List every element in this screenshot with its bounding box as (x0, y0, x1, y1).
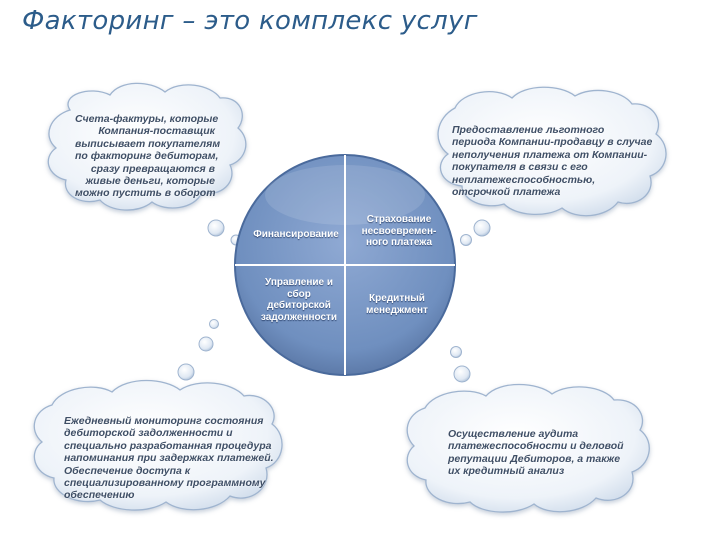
cloud-text-top-left-line: Счета-фактуры, которые (75, 113, 219, 125)
quadrant-receivables-management-line: дебиторской (267, 300, 331, 311)
quadrant-credit-management (352, 293, 442, 316)
cloud-text-top-left-line: по факторинг дебиторам, (75, 150, 219, 163)
cloud-text-bottom-left-line: Обеспечение доступа к (64, 464, 191, 477)
quadrant-insurance-line: ного платежа (365, 237, 433, 248)
cloud-text-bottom-left-line: специализированному программному (64, 477, 266, 490)
cloud-text-top-right-line: неплатежеспособностью, (452, 173, 596, 186)
cloud-text-bottom-right-line: платежеспособности и деловой (448, 440, 624, 453)
cloud-text-top-right-line: периода Компании-продавцу в случае (452, 136, 653, 149)
cloud-bottom-right-bubbles (451, 347, 471, 383)
quadrant-insurance (350, 214, 448, 249)
cloud-text-top-right (452, 124, 652, 198)
cloud-top-right-bubbles (461, 220, 491, 246)
cloud-text-bottom-left-line: дебиторской задолженности и (64, 427, 233, 440)
cloud-text-top-right-line: неполучения платежа от Компании- (452, 148, 648, 161)
cloud-text-bottom-left-line: Ежедневный мониторинг состояния (64, 415, 264, 427)
cloud-bottom-left-bubbles (178, 320, 219, 381)
cloud-text-top-left (75, 113, 221, 200)
cloud-text-bottom-right-line: репутации Дебиторов, а также (448, 452, 621, 465)
cloud-top-left-bubbles (208, 220, 241, 245)
cloud-text-top-left-line: сразу превращаются в (90, 162, 215, 175)
cloud-text-bottom-left-line: напоминания при задержках платежей. (64, 452, 274, 465)
quadrant-financing (250, 229, 342, 241)
cloud-text-bottom-left-line: обеспечению (64, 489, 135, 502)
cloud-text-bottom-right-line: Осуществление аудита (448, 428, 579, 440)
cloud-text-top-left-line: Компания-поставщик (98, 125, 215, 138)
quadrant-receivables-management-line: сбор (287, 288, 311, 300)
cloud-text-top-right-line: Предоставление льготного (452, 124, 605, 136)
quadrant-insurance-line: несвоевремен- (361, 225, 437, 237)
quadrant-financing-line: Финансирование (253, 229, 339, 240)
services-circle (235, 155, 455, 375)
cloud-text-top-right-line: покупателя в связи с его (452, 161, 588, 174)
cloud-text-top-right-line: отсрочкой платежа (452, 186, 561, 199)
quadrant-receivables-management (252, 277, 346, 323)
cloud-text-top-left-line: можно пустить в оборот (75, 187, 216, 200)
cloud-text-bottom-right (448, 428, 628, 478)
cloud-text-bottom-left (64, 415, 274, 502)
slide-title: Факторинг – это комплекс услуг (22, 6, 478, 36)
quadrant-receivables-management-line: задолженности (260, 311, 338, 323)
quadrant-credit-management-line: менеджмент (366, 304, 428, 316)
cloud-text-top-left-line: выписывает покупателям (75, 137, 221, 150)
quadrant-credit-management-line: Кредитный (369, 293, 425, 304)
cloud-text-bottom-right-line: их кредитный анализ (448, 465, 565, 478)
cloud-text-top-left-line: живые деньги, которые (85, 175, 215, 188)
quadrant-insurance-line: Страхование (366, 214, 432, 225)
quadrant-receivables-management-line: Управление и (264, 277, 334, 288)
cloud-text-bottom-left-line: специально разработанная процедура (64, 439, 272, 452)
